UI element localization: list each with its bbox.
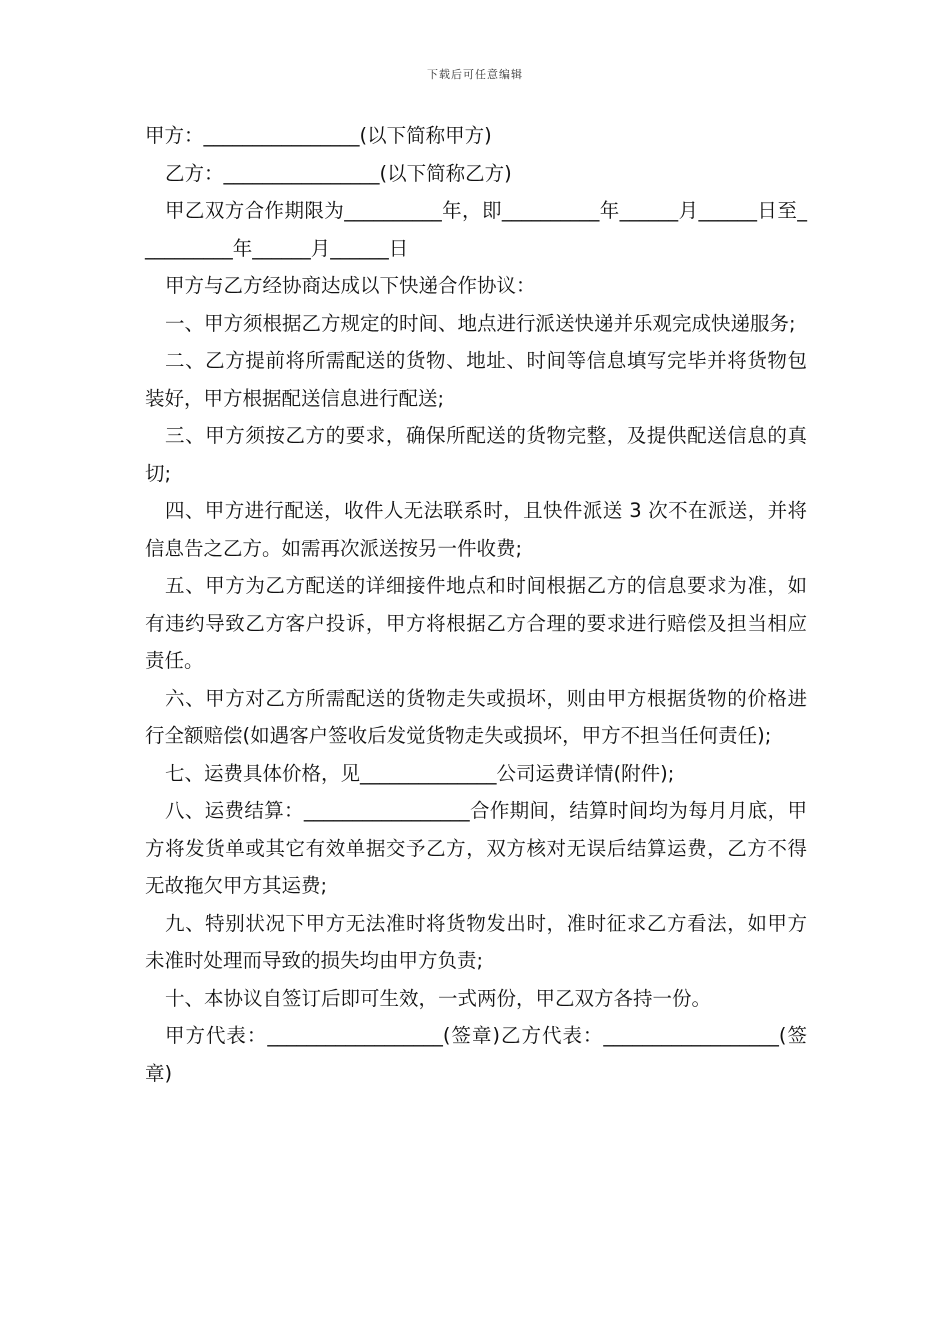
agreement-intro: 甲方与乙方经协商达成以下快递合作协议： bbox=[165, 274, 536, 297]
cooperation-period-clause: 甲乙双方合作期限为__________年，即__________年______月______日至__________年______月______日 bbox=[145, 199, 807, 260]
clause-10: 十、本协议自签订后即可生效，一式两份，甲乙双方各持一份。 bbox=[165, 986, 712, 1010]
clause-5: 五、甲方为乙方配送的详细接件地点和时间根据乙方的信息要求为准，如有违约导致乙方客户投诉，甲方将根据乙方合理的要求进行赔偿及担当相应责任。 bbox=[145, 574, 807, 672]
contract-body bbox=[145, 117, 807, 1092]
clause-4: 四、甲方进行配送，收件人无法联系时，且快件派送 3 次不在派送，并将信息告之乙方。如需再次派送按另一件收费; bbox=[145, 499, 807, 560]
page-header: 下载后可任意编辑 bbox=[427, 68, 523, 81]
signature-line: 甲方代表：__________________(签章)乙方代表：__________________(签章) bbox=[145, 1024, 807, 1085]
clause-3: 三、甲方须按乙方的要求，确保所配送的货物完整，及提供配送信息的真切; bbox=[145, 424, 807, 485]
clause-9: 九、特别状况下甲方无法准时将货物发出时，准时征求乙方看法，如甲方未准时处理而导致的损失均由甲方负责; bbox=[145, 911, 807, 972]
clause-6: 六、甲方对乙方所需配送的货物走失或损坏，则由甲方根据货物的价格进行全额赔偿(如遇客户签收后发觉货物走失或损坏，甲方不担当任何责任); bbox=[145, 686, 807, 747]
clause-2: 二、乙方提前将所需配送的货物、地址、时间等信息填写完毕并将货物包装好，甲方根据配送信息进行配送; bbox=[145, 349, 807, 410]
clause-8: 八、运费结算：_________________合作期间，结算时间均为每月月底，甲方将发货单或其它有效单据交予乙方，双方核对无误后结算运费，乙方不得无故拖欠甲方其运费; bbox=[145, 799, 807, 897]
party-a-line: 甲方：________________(以下简称甲方) bbox=[145, 124, 492, 147]
party-b-line: 乙方：________________(以下简称乙方) bbox=[165, 161, 512, 185]
clause-7: 七、运费具体价格，见______________公司运费详情(附件); bbox=[165, 761, 675, 785]
clause-1: 一、甲方须根据乙方规定的时间、地点进行派送快递并乐观完成快递服务; bbox=[165, 311, 796, 335]
